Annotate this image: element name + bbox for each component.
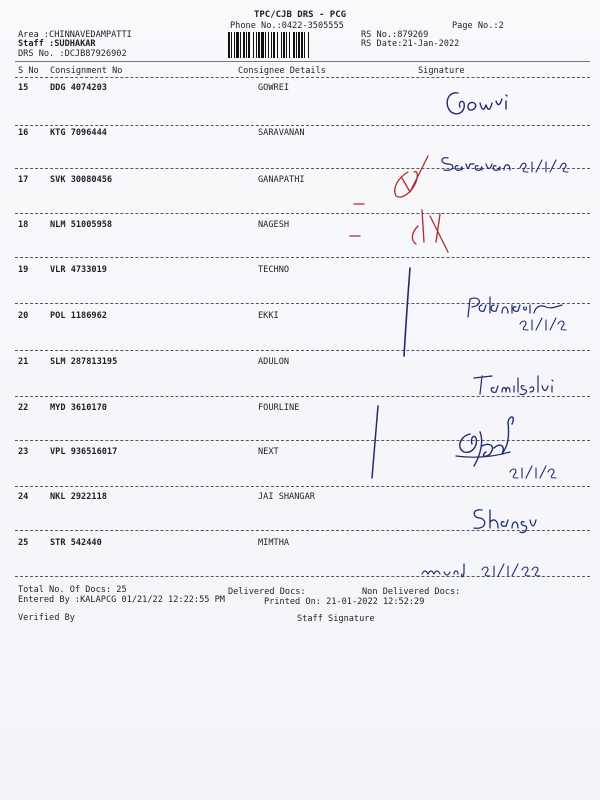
row-consignment: VLR 4733019	[50, 265, 107, 275]
barcode-bar	[253, 32, 254, 58]
row-consignment: POL 1186962	[50, 311, 107, 321]
row-divider	[15, 257, 590, 258]
barcode	[228, 32, 352, 58]
barcode-bar	[286, 32, 287, 58]
barcode-bar	[301, 32, 303, 58]
row-consignee: SARAVANAN	[258, 128, 305, 138]
row-sno: 20	[18, 311, 29, 321]
row-divider	[15, 213, 590, 214]
phone-number: Phone No.:0422-3505555	[230, 21, 344, 31]
header-top-rule	[15, 61, 590, 62]
row-consignee: NAGESH	[258, 220, 290, 230]
vertical-pen-stroke	[398, 264, 418, 360]
page-number: Page No.:2	[452, 21, 504, 31]
row-sno: 22	[18, 403, 29, 413]
barcode-bar	[234, 32, 235, 58]
barcode-bar	[240, 32, 241, 58]
row-sno: 23	[18, 447, 29, 457]
drs-number: DRS No. :DCJB87926902	[18, 49, 127, 59]
column-signature: Signature	[418, 66, 465, 76]
row-divider	[15, 125, 590, 126]
barcode-bar	[228, 32, 230, 58]
row-consignment: MYD 3610170	[50, 403, 107, 413]
barcode-bar	[304, 32, 305, 58]
row-consignee: JAI SHANGAR	[258, 492, 315, 502]
date-20	[516, 316, 566, 336]
barcode-bar	[236, 32, 239, 58]
header-bottom-rule	[15, 77, 590, 78]
row-consignment: VPL 936516017	[50, 447, 118, 457]
barcode-bar	[256, 32, 257, 58]
barcode-bar	[248, 32, 250, 58]
row-consignee: EKKI	[258, 311, 279, 321]
red-check-marks	[350, 152, 470, 262]
non-delivered-docs: Non Delivered Docs:	[362, 587, 461, 597]
barcode-bar	[265, 32, 266, 58]
row-consignment: NLM 51005958	[50, 220, 113, 230]
barcode-bar	[283, 32, 285, 58]
row-consignee: FOURLINE	[258, 403, 300, 413]
row-sno: 15	[18, 83, 29, 93]
row-sno: 16	[18, 128, 29, 138]
date-23	[506, 462, 558, 484]
total-docs: Total No. Of Docs: 25	[18, 585, 127, 595]
delivered-docs: Delivered Docs:	[228, 587, 306, 597]
column-consignee: Consignee Details	[238, 66, 326, 76]
barcode-bar	[231, 32, 232, 58]
row-consignment: STR 542440	[50, 538, 102, 548]
barcode-bar	[246, 32, 247, 58]
row-consignment: KTG 7096444	[50, 128, 107, 138]
staff-label: Staff :SUDHAKAR	[18, 39, 96, 49]
barcode-bar	[258, 32, 260, 58]
vertical-pen-stroke-2	[368, 402, 382, 482]
row-consignee: GANAPATHI	[258, 175, 305, 185]
entered-by: Entered By :KALAPCG 01/21/22 12:22:55 PM	[18, 595, 225, 605]
area-label: Area :CHINNAVEDAMPATTI	[18, 30, 132, 40]
signature-gowri	[440, 85, 520, 125]
signature-tamilselvi	[470, 372, 570, 402]
barcode-bar	[261, 32, 264, 58]
rs-number: RS No.:879269	[361, 30, 429, 40]
barcode-bar	[268, 32, 269, 58]
row-divider	[15, 350, 590, 351]
row-sno: 21	[18, 357, 29, 367]
signature-mimtha-with-date	[420, 560, 560, 584]
row-consignee: MIMTHA	[258, 538, 290, 548]
barcode-bar	[271, 32, 272, 58]
row-sno: 25	[18, 538, 29, 548]
barcode-bar	[281, 32, 282, 58]
document-title: TPC/CJB DRS - PCG	[253, 10, 347, 20]
signature-shangar	[470, 504, 540, 538]
row-sno: 19	[18, 265, 29, 275]
barcode-bar	[293, 32, 295, 58]
barcode-bar	[308, 32, 309, 58]
staff-signature-label: Staff Signature	[297, 614, 375, 624]
row-consignee: GOWREI	[258, 83, 290, 93]
rs-date: RS Date:21-Jan-2022	[361, 39, 460, 49]
barcode-bar	[298, 32, 300, 58]
row-consignee: TECHNO	[258, 265, 290, 275]
barcode-bar	[277, 32, 278, 58]
column-consignment: Consignment No	[50, 66, 123, 76]
row-sno: 17	[18, 175, 29, 185]
verified-by-label: Verified By	[18, 613, 75, 623]
row-divider	[15, 486, 590, 487]
row-consignment: NKL 2922118	[50, 492, 107, 502]
row-consignee: NEXT	[258, 447, 279, 457]
row-consignment: SLM 287813195	[50, 357, 118, 367]
barcode-bar	[296, 32, 297, 58]
row-consignment: DDG 4074203	[50, 83, 107, 93]
printed-on: Printed On: 21-01-2022 12:52:29	[264, 597, 425, 607]
row-consignee: ADULON	[258, 357, 290, 367]
row-consignment: SVK 30080456	[50, 175, 113, 185]
row-sno: 18	[18, 220, 29, 230]
row-sno: 24	[18, 492, 29, 502]
column-sno: S No	[18, 66, 39, 76]
barcode-bar	[289, 32, 290, 58]
barcode-bar	[273, 32, 275, 58]
barcode-bar	[243, 32, 245, 58]
